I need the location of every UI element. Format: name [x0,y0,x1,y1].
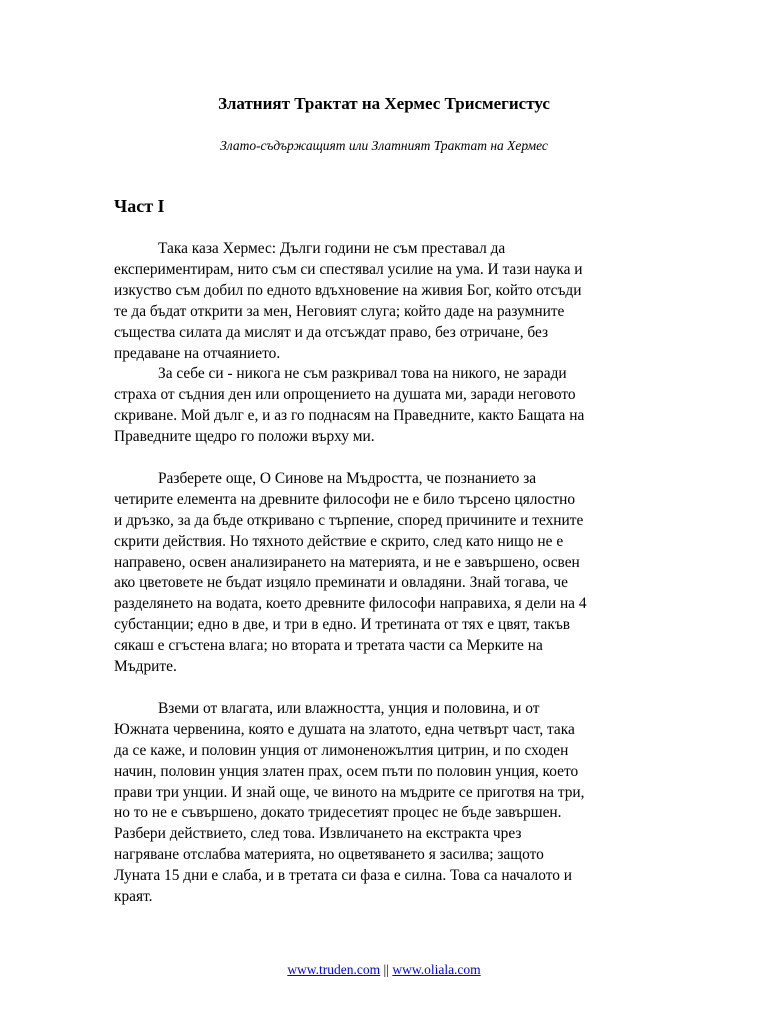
paragraph-3 [114,469,654,678]
paragraph-1 [114,239,654,364]
text-line: Вземи от влагата, или влажността, унция и половина, и от [158,699,540,717]
document-title: Златният Трактат на Хермес Трисмегистус [218,94,550,113]
footer-separator: || [380,962,393,977]
text-line: начин, половин унция златен прах, осем пъти по половин унция, което [114,762,579,780]
text-line: краят. [114,888,153,906]
text-line: субстанции; едно в две, и три в едно. И третината от тях е цвят, такъв [114,616,571,634]
text-line: и дръзко, за да бъде откривано с търпение, според причините и техните [114,511,584,529]
text-line: Така каза Хермес: Дълги години не съм преставал да [158,240,506,257]
document-subtitle: Злато-съдържащият или Златният Трактат на Хермес [220,138,548,153]
paragraph-spacer [114,678,654,699]
text-line: Мъдрите. [114,658,177,676]
text-line: Луната 15 дни е слаба, и в третата си фаза е силна. Това са началото и [114,867,573,885]
footer-link-oliala[interactable]: www.oliala.com [392,962,481,977]
paragraph-spacer [114,448,654,469]
text-line: Разбери действието, след това. Извличането на екстракта чрез [114,825,522,843]
text-line: но то не е съвършено, докато тридесетият процес не бъде завършен. [114,804,562,822]
text-line: изкуство съм добил по едното вдъхновение на живия Бог, който отсъди [114,281,582,299]
text-line: страха от съдния ден или опрощението на душата ми, заради неговото [114,386,576,404]
text-line: Праведните щедро го положи върху ми. [114,428,375,446]
text-line: скриване. Мой дълг е, и аз го поднасям на Праведните, както Бащата на [114,407,585,425]
text-line: четирите елемента на древните философи не е било търсено цялостно [114,490,576,508]
footer-link-truden[interactable]: www.truden.com [287,962,381,977]
text-line: За себе си - никога не съм разкривал това на никого, не заради [158,365,567,383]
text-line: те да бъдат открити за мен, Неговият слуга; който даде на разумните [114,302,565,320]
text-line: скрити действия. Но тяхното действие е скрито, след като нищо не е [114,532,564,550]
text-line: Разберете още, О Синове на Мъдростта, че познанието за [158,469,537,487]
text-line: нагряване отслабва материята, но оцветяването я засилва; защото [114,846,544,864]
text-line: експериментирам, нито съм си спестявал усилие на ума. И тази наука и [114,260,583,278]
text-line: разделянето на водата, което древните философи направиха, я дели на 4 [114,595,587,613]
paragraph-2 [114,364,654,448]
text-line: същества силата да мислят и да отсъждат право, без отричане, без [114,323,549,341]
text-line: Южната червенина, която е душата на златото, една четвърт част, така [114,720,575,738]
paragraph-4 [114,699,654,908]
text-line: прави три унции. И знай още, че виното на мъдрите се приготвя на три, [114,783,585,801]
text-line: сякаш е сгъстена влага; но втората и третата части са Мерките на [114,637,543,655]
footer-links [0,961,768,979]
text-line: ако цветовете не бъдат изцяло преминати и овладяни. Знай тогава, че [114,574,568,592]
text-line: да се каже, и половин унция от лимоненожълтия цитрин, и по сходен [114,741,569,759]
text-line: предаване на отчаянието. [114,344,281,362]
document-body [114,239,654,908]
text-line: направено, освен анализирането на материята, и не е завършено, освен [114,553,580,571]
section-heading: Част I [114,196,165,216]
